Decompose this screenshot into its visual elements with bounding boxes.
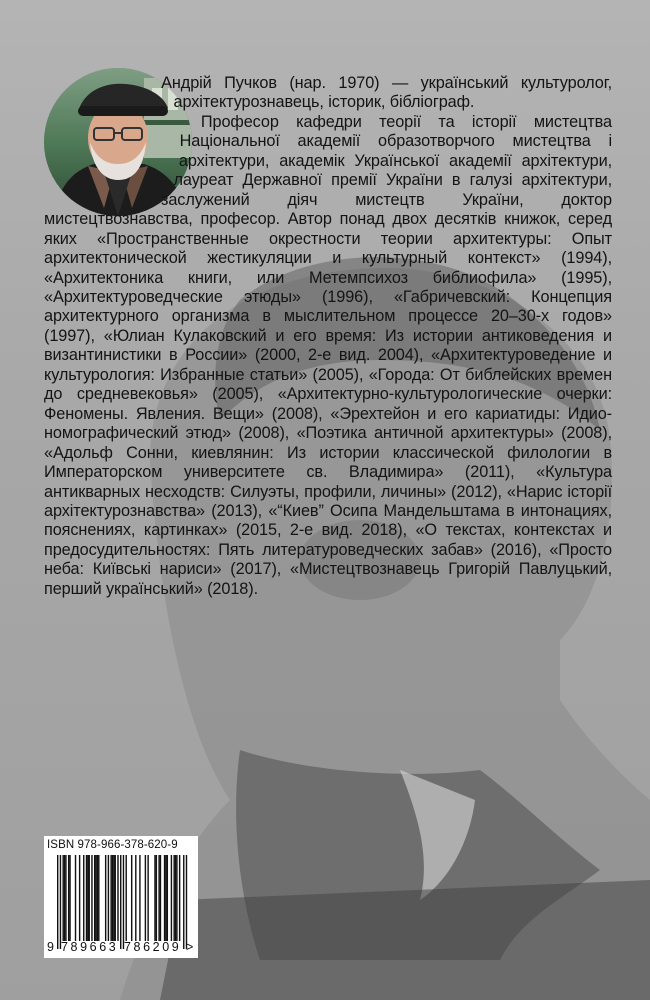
barcode-bar (87, 855, 88, 941)
barcode-bar (175, 855, 176, 941)
barcode-bar (179, 855, 180, 941)
barcode-bar (165, 855, 166, 941)
barcode-bar (131, 855, 132, 941)
barcode-bar (108, 855, 109, 941)
barcode-bar (164, 855, 165, 941)
barcode-bar (176, 855, 177, 941)
barcode-bar (68, 855, 69, 941)
barcode-bar (75, 855, 76, 941)
barcode-bar (186, 855, 187, 949)
barcode-bar (105, 855, 106, 941)
barcode-bar (135, 855, 136, 941)
barcode-bar (86, 855, 87, 941)
barcode-bar (158, 855, 159, 941)
barcode-bar (145, 855, 146, 941)
barcode-first-digit: 9 (47, 940, 54, 954)
barcode-bar (57, 855, 58, 949)
barcode-bar (154, 855, 155, 941)
barcode-bar (115, 855, 116, 941)
barcode-bar (117, 855, 118, 941)
barcode-bar (98, 855, 99, 941)
barcode-bar (97, 855, 98, 941)
barcode-bar (120, 855, 121, 949)
barcode-bar (69, 855, 70, 941)
barcode-bar (95, 855, 96, 941)
barcode-bar (171, 855, 172, 941)
barcode-bar (147, 855, 148, 941)
barcode-bar (83, 855, 84, 941)
isbn-barcode (44, 836, 198, 958)
bio-main: Професор кафедри теорії та історії мистецтва Національної академії образотворчого мистецтва і архітектури, академік Української академії архітектури, лауреат Державної премії України в галузі архітектури, заслужений діяч мистецтв України, доктор мистецтвознавства, професор. Автор понад двох десятків книжок, серед яких «Пространственные окрестности теории архитектуры: Опыт архитектонической жестикуляции и культурный контекст» (1994), «Архитектоника книги, или Метемпсихоз библиофила» (1995), «Архитектуроведческие этюды» (1996), «Габричевский: Концепция архитектурного организма в мыслительном процессе 20–30-х годов» (1997), «Юлиан Кулаковский и его время: Из истории антиковедения и византинистики в России» (2000, 2-е вид. 2004), «Архитектуроведение и культурология: Избранные статьи» (2005), «Города: От библейских времен до средневековья» (2005), «Архитектурно-культурологические очерки: Феномены. Явления. Вещи» (2008), «Эрехтейон и его кариатиды: Идио-номографический этюд» (2008), «Поэтика античной архитектуры» (2008), «Адольф Сонни, киевлянин: Из истории классической филологии в Императорском университете св. Владимира» (2011), «Культура антикварных несходств: Силуэты, профили, личины» (2012), «Нарис історії архітектурознавства» (2013), «“Киев” Осипа Мандельштама в интонациях, пояснениях, картинках» (2015, 2-е вид. 2018), «О текстах, контекстах и предосудительностях: Пять литературоведческих забав» (2016), «Просто неба: Київські нариси» (2017), «Мистецтвознавець Григорій Павлуцький, перший український» (2018). (44, 112, 612, 598)
barcode-bar (112, 855, 113, 941)
barcode-bar (64, 855, 65, 941)
barcode-bar (79, 855, 80, 941)
barcode-bar (156, 855, 157, 941)
barcode-bar (110, 855, 111, 941)
barcode-bar (123, 855, 124, 949)
barcode-bar (91, 855, 92, 941)
barcode-bar (183, 855, 184, 949)
barcode-bar (160, 855, 161, 941)
barcode-bar (89, 855, 90, 941)
isbn-number: ISBN 978-966-378-620-9 (47, 839, 178, 851)
author-biography (44, 74, 612, 599)
barcode-bar (60, 855, 61, 949)
barcode-bar (65, 855, 66, 941)
barcode-right-digits: 786209 (124, 940, 182, 954)
barcode-bar (113, 855, 114, 941)
barcode-bar (167, 855, 168, 941)
barcode-bar (94, 855, 95, 941)
bio-intro: Андрій Пучков (нар. 1970) — український культуролог, архітектурознавець, історик, бібліограф. (161, 74, 612, 112)
barcode-left-digits: 789663 (61, 940, 119, 954)
barcode-bar (126, 855, 127, 941)
barcode-arrow: > (186, 940, 194, 954)
barcode-bar (173, 855, 174, 941)
barcode-bar (139, 855, 140, 941)
barcode-bar (62, 855, 63, 941)
